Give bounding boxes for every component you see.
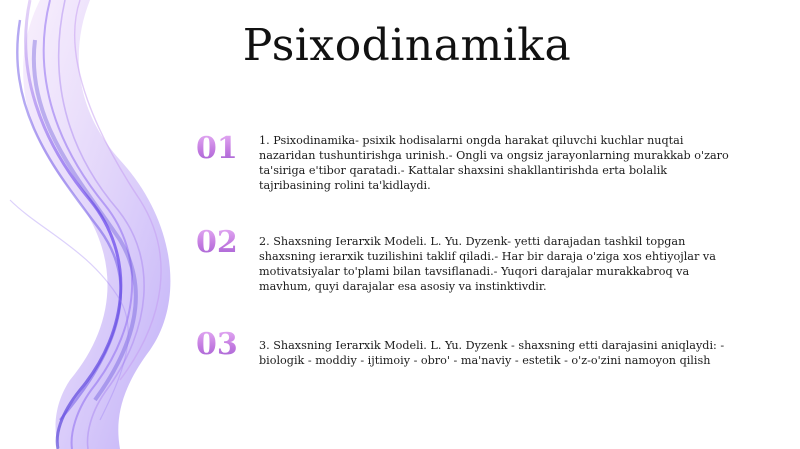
item-number: 02 xyxy=(196,225,238,260)
item-number: 01 xyxy=(196,131,238,166)
item-number: 03 xyxy=(196,327,238,362)
item-text: 2. Shaxsning Ierarxik Modeli. L. Yu. Dyzenk- yetti darajadan tashkil topgan shaxsning ierarxik tuzilishini taklif qiladi.- Har bir daraja o'ziga xos ehtiyojlar va motivatsiyalar to'plami bilan tavsiflanadi.- Yuqori darajalar murakkabroq va mavhum, quyi darajalar esa asosiy va instinktivdir. xyxy=(259,235,716,293)
item-text: 3. Shaxsning Ierarxik Modeli. L. Yu. Dyzenk - shaxsning etti darajasini aniqlaydi: - biologik - moddiy - ijtimoiy - obro' - ma'naviy - estetik - o'z-o'zini namoyon qilish xyxy=(259,339,725,367)
item-text: 1. Psixodinamika- psixik hodisalarni ongda harakat qiluvchi kuchlar nuqtai nazaridan tushuntirishga urinish.- Ongli va ongsiz jarayonlarning murakkab o'zaro ta'siriga e'tibor qaratadi.- Kattalar shaxsini shakllantirishda erta bolalik tajribasining rolini ta'kidlaydi. xyxy=(259,134,729,192)
slide-title: Psixodinamika xyxy=(242,20,572,71)
